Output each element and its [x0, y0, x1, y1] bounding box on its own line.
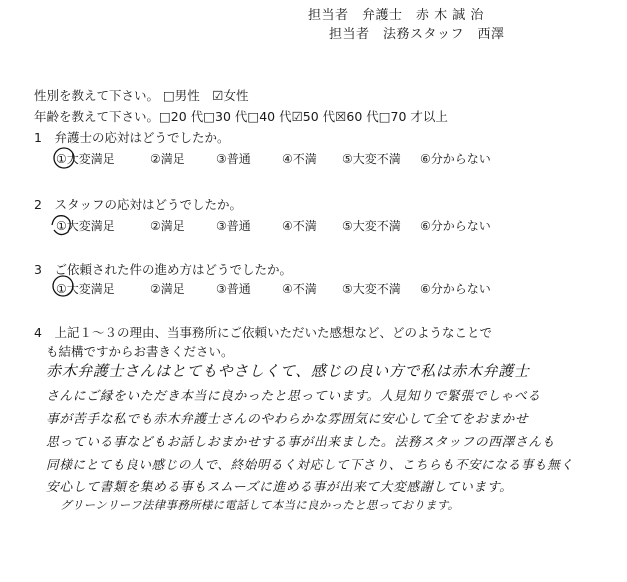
answer-line-7: グリーンリーフ法律事務所様に電話して本当に良かったと思っております。	[60, 498, 460, 512]
age-question: 年齢を教えて下さい。□20 代□30 代□40 代☑50 代☒60 代□70 才以上	[34, 109, 448, 124]
answer-line-5: 同様にとても良い感じの人で、終始明るく対応して下さり、こちらも不安になる事も無く	[46, 457, 574, 472]
q1-option-4: ④不満	[282, 152, 317, 166]
q3-option-4: ④不満	[282, 282, 317, 296]
gender-question: 性別を教えて下さい。 □男性 ☑女性	[34, 88, 249, 103]
question-1: 1 弁護士の応対はどうでしたか。	[34, 130, 230, 145]
q1-selection-mark	[50, 145, 90, 171]
question-4-line-2: も結構ですからお書きください。	[46, 344, 234, 359]
answer-line-4: 思っている事などもお話しおまかせする事が出来ました。法務スタッフの西澤さんも	[46, 435, 556, 450]
q3-option-5: ⑤大変不満	[342, 282, 401, 296]
q2-option-6: ⑥分からない	[420, 219, 491, 233]
q1-option-3: ③普通	[216, 152, 251, 166]
q1-option-1: ①大変満足	[56, 152, 115, 166]
attorney-in-charge: 担当者 弁護士 赤 木 誠 治	[308, 8, 484, 23]
q1-option-5: ⑤大変不満	[342, 152, 401, 166]
question-4-line-1: 4 上記１～３の理由、当事務所にご依頼いただいた感想など、どのようなことで	[34, 325, 492, 340]
answer-line-2: さんにご縁をいただき本当に良かったと思っています。人見知りで緊張でしゃべる	[46, 389, 541, 404]
q2-option-1: ①大変満足	[56, 219, 115, 233]
q1-option-2: ②満足	[150, 152, 185, 166]
answer-line-3: 事が苦手な私でも赤木弁護士さんのやわらかな雰囲気に安心して全てをおまかせ	[46, 412, 529, 427]
q3-selection-mark	[50, 274, 90, 300]
q3-option-6: ⑥分からない	[420, 282, 491, 296]
q2-option-2: ②満足	[150, 219, 185, 233]
question-3: 3 ご依頼された件の進め方はどうでしたか。	[34, 262, 292, 277]
q2-option-5: ⑤大変不満	[342, 219, 401, 233]
q3-option-1: ①大変満足	[56, 282, 115, 296]
question-2: 2 スタッフの応対はどうでしたか。	[34, 197, 242, 212]
q2-option-4: ④不満	[282, 219, 317, 233]
answer-line-1: 赤木弁護士さんはとてもやさしくて、感じの良い方で私は赤木弁護士	[46, 362, 530, 380]
answer-line-6: 安心して書類を集める事もスムーズに進める事が出来て大変感謝しています。	[46, 480, 513, 495]
q3-option-2: ②満足	[150, 282, 185, 296]
q2-option-3: ③普通	[216, 219, 251, 233]
q1-option-6: ⑥分からない	[420, 152, 491, 166]
q2-selection-mark	[46, 212, 86, 238]
staff-in-charge: 担当者 法務スタッフ 西澤	[329, 27, 505, 42]
q3-option-3: ③普通	[216, 282, 251, 296]
